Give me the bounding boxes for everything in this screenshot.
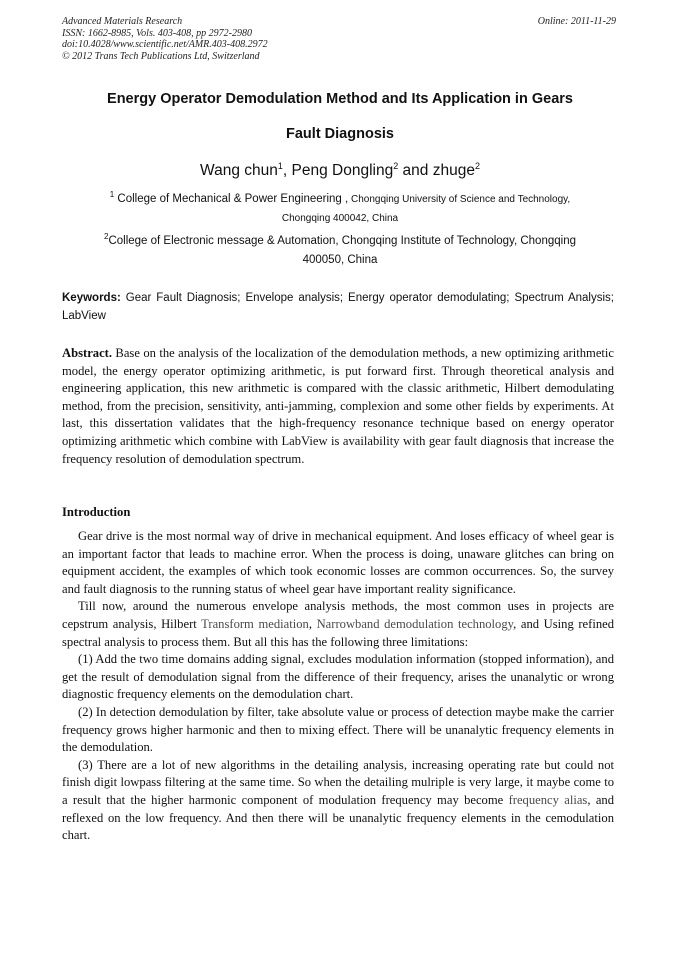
- affiliation-1-address: Chongqing 400042, China: [281, 213, 399, 224]
- author-3: zhuge: [432, 162, 475, 179]
- paper-title-line-1: Energy Operator Demodulation Method and Its Application in Gears: [107, 91, 573, 107]
- author-separator: and: [398, 162, 433, 179]
- affiliation-2: [62, 232, 618, 270]
- paper-title-line-2: Fault Diagnosis: [286, 126, 394, 142]
- affiliation-1: [62, 190, 618, 228]
- intro-paragraph-2-tail: , and Using refined spectral analysis to process them. But all this has the following three limitations:: [62, 616, 615, 649]
- intro-paragraph-1: Gear drive is the most normal way of drive in mechanical equipment. And loses efficacy of wheel gear is an important factor that leads to machine error. When the process is doing, unaware glitches can bring on equipment accident, the examples of which took economic losses are common occurrences. So, the survey and fault diagnosis to the running status of wheel gear have important reality significance.: [62, 529, 614, 596]
- affiliation-2-mark: 2: [104, 232, 109, 242]
- author-2-affiliation-mark: 2: [393, 160, 399, 171]
- journal-header: [62, 16, 618, 62]
- keywords-text: Gear Fault Diagnosis; Envelope analysis; Energy operator demodulating; Spectrum Analysis; LabView: [62, 292, 614, 322]
- keywords-paragraph: [62, 290, 614, 325]
- issn-line: ISSN: 1662-8985, Vols. 403-408, pp 2972-2980: [62, 27, 252, 39]
- doi-line: doi:10.4028/www.scientific.net/AMR.403-408.2972: [62, 39, 268, 50]
- author-1-affiliation-mark: 1: [277, 160, 283, 171]
- author-list: [62, 162, 618, 180]
- intro-paragraph-5-tail: , and reflexed on the low frequency. And then there will be unanalytic frequency elements in the cemodulation chart.: [62, 792, 615, 843]
- abstract-paragraph: [62, 345, 614, 468]
- author-separator: ,: [282, 162, 292, 179]
- keywords-label: Keywords:: [62, 292, 121, 304]
- affiliation-2-line-2: 400050, China: [302, 254, 378, 266]
- intro-paragraph-2: [62, 598, 614, 651]
- frequency-alias-link[interactable]: frequency alias: [508, 792, 588, 807]
- intro-paragraph-5: [62, 757, 614, 845]
- narrowband-demodulation-link[interactable]: Narrowband demodulation technology: [316, 616, 514, 631]
- author-3-affiliation-mark: 2: [474, 160, 480, 171]
- affiliation-1-university: Chongqing University of Science and Technology,: [348, 194, 571, 205]
- copyright-line: © 2012 Trans Tech Publications Ltd, Switzerland: [62, 50, 260, 62]
- introduction-heading: Introduction: [62, 505, 131, 519]
- abstract-text: Base on the analysis of the localization of the demodulation methods, a new optimizing arithmetic model, the energy operator optimizing arithmetic, is put forward first. Through theoretical analysis and engineering application, this new arithmetic is compared with the classic arithmetic, Hilbert demodulating method, from the precision, sensitivity, anti-jamming, complexion and some other fields by experiments. At last, this dissertation validates that the high-frequency resonance technique based on energy operator optimizing arithmetic which combine with LabView is availability with gear fault diagnosis that increase the frequency resolution of demodulation spectrum.: [62, 346, 614, 466]
- affiliation-1-mark: 1: [109, 190, 115, 200]
- intro-paragraph-5-text: (3) There are a lot of new algorithms in the detailing analysis, increasing operating rate but could not finish digit lowpass filtering at the same time. So when the detailing mulriple is very large, it maybe come to a result that the higher harmonic component of modulation frequency may become: [62, 757, 614, 807]
- journal-name: Advanced Materials Research: [62, 16, 183, 27]
- intro-paragraph-2-separator: ,: [308, 616, 317, 631]
- introduction-body: [62, 528, 614, 845]
- intro-paragraph-2-text: Till now, around the numerous envelope analysis methods, the most common uses in projects are cepstrum analysis, Hilbert: [62, 599, 614, 631]
- abstract-label: Abstract.: [62, 346, 113, 360]
- author-1: Wang chun: [200, 162, 278, 179]
- intro-paragraph-4: (2) In detection demodulation by filter, take absolute value or process of detection maybe make the carrier frequency grows higher harmonic and then to mixing effect. There will be unanalytic frequency elements in the demodulation.: [62, 704, 614, 755]
- online-date: Online: 2011-11-29: [537, 16, 616, 27]
- affiliation-1-college: College of Mechanical & Power Engineering ,: [114, 193, 349, 205]
- transform-mediation-link[interactable]: Transform mediation: [201, 616, 309, 631]
- author-2: Peng Dongling: [291, 162, 394, 179]
- intro-paragraph-3: (1) Add the two time domains adding signal, excludes modulation information (stopped information), and get the result of demodulation signal from the difference of their frequency, arises the unanalytic or wrong diagnostic frequency elements on the demodulation chart.: [62, 652, 614, 702]
- affiliation-2-line-1: College of Electronic message & Automation, Chongqing Institute of Technology, Chongqing: [108, 235, 576, 247]
